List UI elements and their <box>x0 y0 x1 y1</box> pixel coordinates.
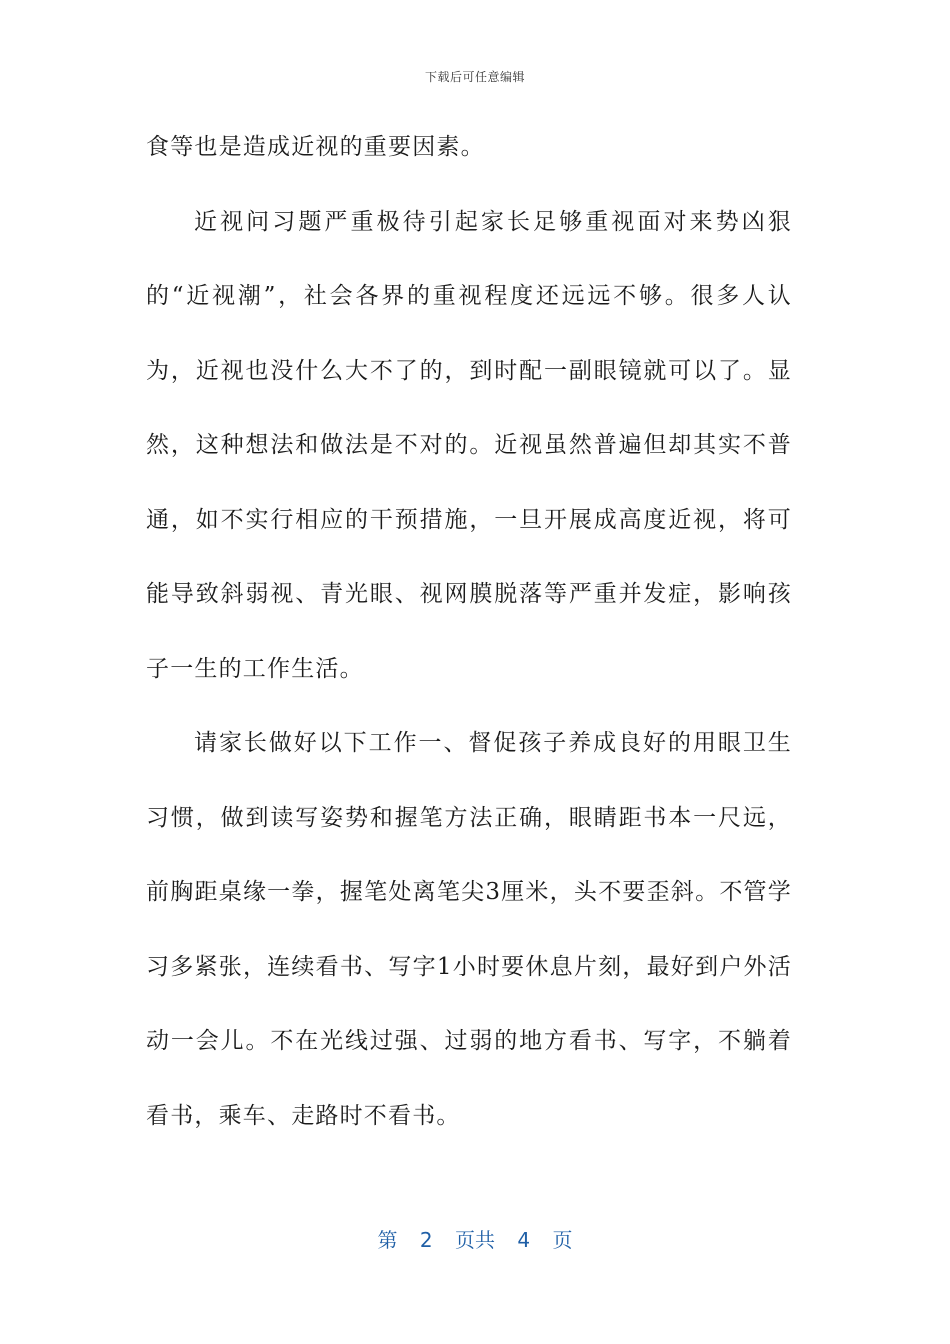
footer-label-end: 页 <box>552 1228 573 1252</box>
footer-current-page: 2 <box>419 1228 433 1252</box>
paragraph-3: 请家长做好以下工作一、督促孩子养成良好的用眼卫生习惯，做到读写姿势和握笔方法正确，眼睛距书本一尺远，前胸距桌缘一拳，握笔处离笔尖3厘米，头不要歪斜。不管学习多紧张，连续看书、写字1小时要休息片刻，最好到户外活动一会儿。不在光线过强、过弱的地方看书、写字，不躺着看书，乘车、走路时不看书。 <box>146 730 792 1129</box>
footer-label-of: 页共 <box>455 1228 495 1252</box>
paragraph-1: 食等也是造成近视的重要因素。 <box>146 134 485 160</box>
footer-label-page: 第 <box>377 1228 398 1252</box>
footer-total-pages: 4 <box>517 1228 531 1252</box>
document-body <box>146 110 792 1153</box>
page-footer <box>0 1224 950 1253</box>
paragraph-2: 近视问习题严重极待引起家长足够重视面对来势凶狠的“近视潮”，社会各界的重视程度还远远不够。很多人认为，近视也没什么大不了的，到时配一副眼镜就可以了。显然，这种想法和做法是不对的。近视虽然普遍但却其实不普通，如不实行相应的干预措施，一旦开展成高度近视，将可能导致斜弱视、青光眼、视网膜脱落等严重并发症，影响孩子一生的工作生活。 <box>146 208 792 682</box>
page-header: 下载后可任意编辑 <box>424 70 525 84</box>
